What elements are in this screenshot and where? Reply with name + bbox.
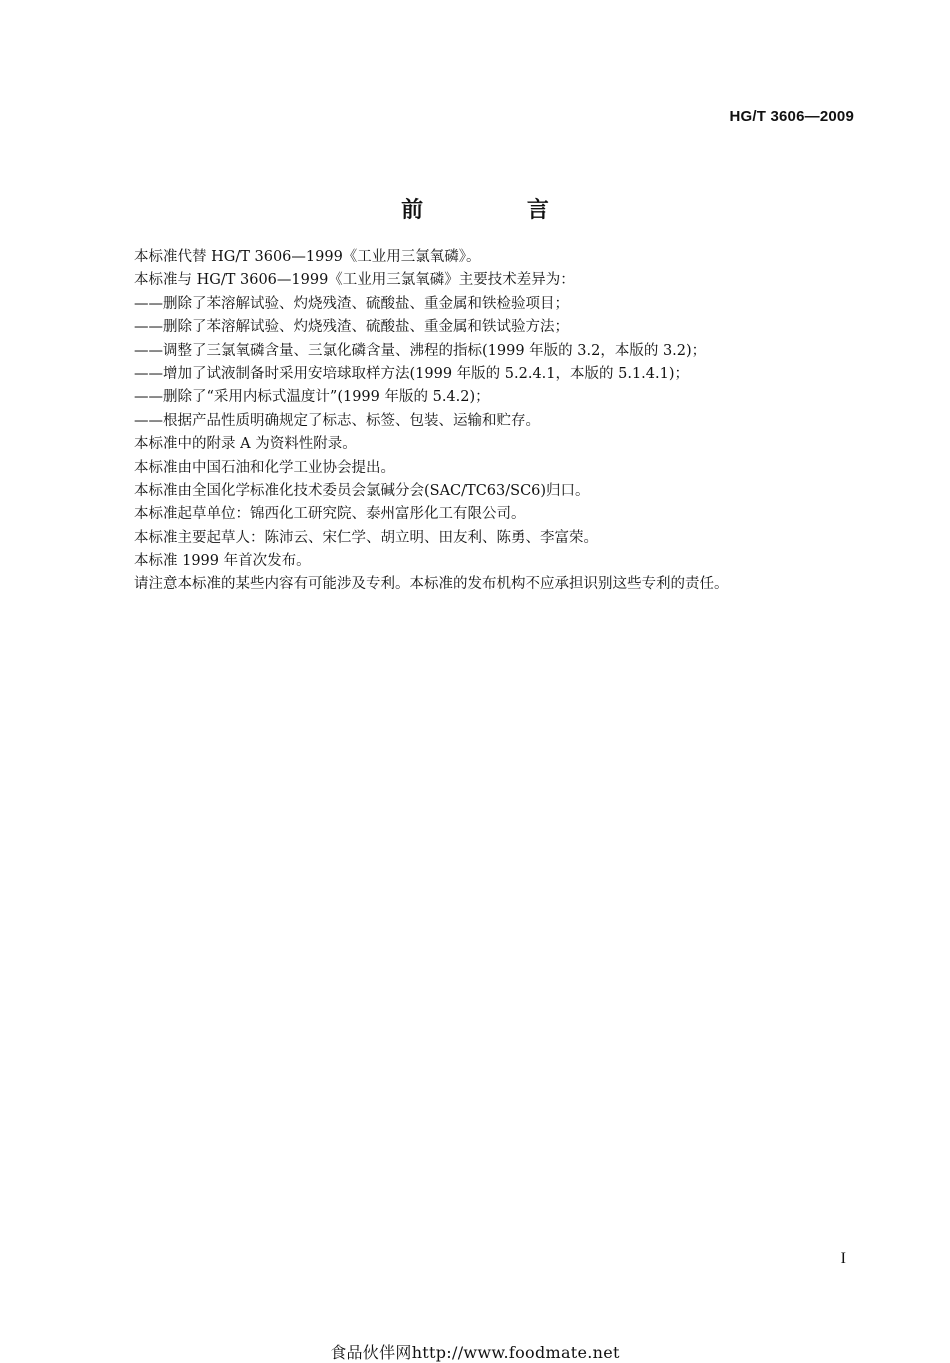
foreword-body [134, 246, 874, 597]
footer-watermark: 食品伙伴网http://www.foodmate.net [330, 1343, 620, 1362]
paragraph-proposer: 本标准由中国石油和化学工业协会提出。 [134, 459, 395, 476]
list-item-difference: ——删除了苯溶解试验、灼烧残渣、硫酸盐、重金属和铁试验方法； [134, 319, 569, 336]
paragraph-differences-intro: 本标准与 HG/T 3606—1999《工业用三氯氧磷》主要技术差异为： [134, 272, 575, 289]
paragraph-patent-notice: 请注意本标准的某些内容有可能涉及专利。本标准的发布机构不应承担识别这些专利的责任。 [134, 576, 729, 593]
page-number: I [840, 1250, 846, 1267]
paragraph-replaces: 本标准代替 HG/T 3606—1999《工业用三氯氧磷》。 [134, 249, 481, 265]
list-item-difference: ——删除了苯溶解试验、灼烧残渣、硫酸盐、重金属和铁检验项目； [134, 295, 569, 312]
paragraph-drafting-units: 本标准起草单位：锦西化工研究院、泰州富彤化工有限公司。 [134, 506, 526, 523]
list-item-difference: ——调整了三氯氧磷含量、三氯化磷含量、沸程的指标(1999 年版的 3.2，本版的 3.2)； [134, 342, 707, 359]
paragraph-first-issue: 本标准 1999 年首次发布。 [134, 553, 311, 570]
paragraph-committee: 本标准由全国化学标准化技术委员会氯碱分会(SAC/TC63/SC6)归口。 [134, 482, 590, 499]
paragraph-drafters: 本标准主要起草人：陈沛云、宋仁学、胡立明、田友利、陈勇、李富荣。 [134, 529, 598, 546]
list-item-difference: ——增加了试液制备时采用安培球取样方法(1999 年版的 5.2.4.1，本版的 5.1.4.1)； [134, 365, 689, 382]
paragraph-annex: 本标准中的附录 A 为资料性附录。 [134, 436, 357, 453]
list-item-difference: ——根据产品性质明确规定了标志、标签、包装、运输和贮存。 [134, 412, 540, 429]
page-title: 前 言 [401, 198, 597, 223]
document-code: HG/T 3606—2009 [729, 108, 854, 125]
list-item-difference: ——删除了“采用内标式温度计”(1999 年版的 5.4.2)； [134, 389, 490, 406]
